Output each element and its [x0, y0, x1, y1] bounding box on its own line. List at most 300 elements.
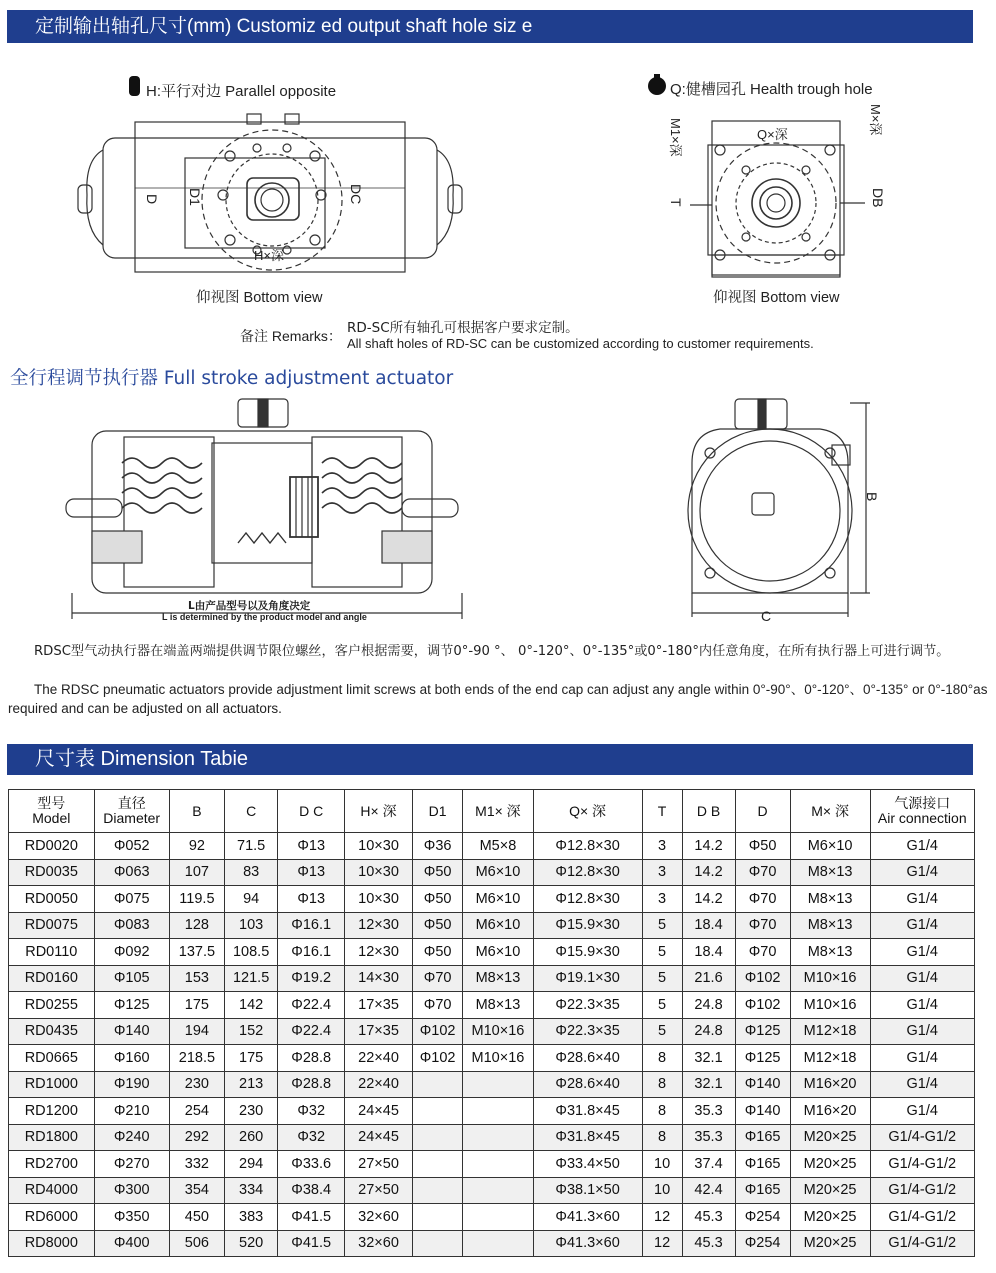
table-cell: G1/4-G1/2	[870, 1151, 975, 1178]
table-cell: 32×60	[345, 1204, 413, 1231]
column-header-line: B	[192, 802, 202, 819]
table-cell: 14.2	[682, 886, 735, 913]
table-cell: G1/4	[870, 1098, 975, 1125]
table-cell: M6×10	[463, 912, 533, 939]
table-cell: Φ70	[412, 992, 462, 1019]
table-cell: G1/4	[870, 833, 975, 860]
table-cell: 354	[169, 1177, 224, 1204]
table-cell: M8×13	[790, 886, 870, 913]
table-cell: Φ12.8×30	[533, 833, 642, 860]
table-cell: 260	[225, 1124, 278, 1151]
table-cell: 121.5	[225, 965, 278, 992]
table-cell: RD8000	[9, 1230, 95, 1257]
table-row	[9, 1018, 975, 1045]
right-label-t: T	[668, 198, 684, 207]
table-cell: Φ254	[735, 1230, 790, 1257]
column-header	[9, 790, 95, 833]
table-cell: Φ50	[412, 859, 462, 886]
table-cell: 24.8	[682, 1018, 735, 1045]
table-cell: RD6000	[9, 1204, 95, 1231]
table-row	[9, 939, 975, 966]
right-label-q: Q×深	[757, 127, 788, 142]
table-row	[9, 1204, 975, 1231]
table-cell	[412, 1151, 462, 1178]
column-header-line: D B	[696, 802, 721, 819]
table-cell: 17×35	[345, 1018, 413, 1045]
table-cell: Φ12.8×30	[533, 886, 642, 913]
table-cell: Φ300	[94, 1177, 169, 1204]
table-cell: 194	[169, 1018, 224, 1045]
table-cell: RD0075	[9, 912, 95, 939]
table-cell: Φ350	[94, 1204, 169, 1231]
table-cell: RD0020	[9, 833, 95, 860]
table-cell: 152	[225, 1018, 278, 1045]
table-cell: 294	[225, 1151, 278, 1178]
table-cell: 45.3	[682, 1204, 735, 1231]
table-cell: 5	[642, 939, 682, 966]
table-cell: Φ270	[94, 1151, 169, 1178]
table-cell: Φ41.5	[278, 1230, 345, 1257]
table-cell: M20×25	[790, 1177, 870, 1204]
table-cell: Φ70	[735, 912, 790, 939]
right-label-m1: M1×深	[668, 118, 683, 157]
table-cell: M10×16	[463, 1045, 533, 1072]
right-diagram-caption: 仰视图 Bottom view	[713, 290, 840, 306]
table-cell: 230	[225, 1098, 278, 1125]
table-row	[9, 912, 975, 939]
table-cell: M20×25	[790, 1124, 870, 1151]
table-cell: Φ092	[94, 939, 169, 966]
description-cn: RDSC型气动执行器在端盖两端提供调节限位螺丝，客户根据需要，调节0°-90 °、 0°-120°、0°-135°或0°-180°内任意角度，在所有执行器上可进行调节。	[34, 644, 950, 659]
table-cell: 37.4	[682, 1151, 735, 1178]
table-cell: Φ70	[412, 965, 462, 992]
table-cell: Φ70	[735, 859, 790, 886]
table-cell: G1/4	[870, 859, 975, 886]
table-cell: 94	[225, 886, 278, 913]
table-cell	[463, 1177, 533, 1204]
table-cell: M6×10	[463, 886, 533, 913]
table-cell: M16×20	[790, 1098, 870, 1125]
table-cell: 42.4	[682, 1177, 735, 1204]
table-cell: Φ063	[94, 859, 169, 886]
table-cell: 17×35	[345, 992, 413, 1019]
table-row	[9, 1230, 975, 1257]
table-cell: Φ41.3×60	[533, 1204, 642, 1231]
dimension-table	[8, 789, 975, 1257]
column-header-line: 气源接口	[894, 795, 951, 811]
table-cell: G1/4	[870, 1018, 975, 1045]
table-cell: 10×30	[345, 886, 413, 913]
table-cell: M8×13	[463, 992, 533, 1019]
table-cell: Φ140	[94, 1018, 169, 1045]
table-cell: 92	[169, 833, 224, 860]
table-cell: Φ12.8×30	[533, 859, 642, 886]
table-body	[9, 833, 975, 1257]
table-row	[9, 992, 975, 1019]
right-label-m: M×深	[868, 104, 883, 136]
column-header	[94, 790, 169, 833]
table-cell: 32.1	[682, 1071, 735, 1098]
table-cell	[463, 1098, 533, 1125]
table-cell: 107	[169, 859, 224, 886]
table-cell: 12	[642, 1204, 682, 1231]
column-header-line: 直径	[117, 795, 146, 811]
table-cell: Φ22.4	[278, 1018, 345, 1045]
table-cell: RD0050	[9, 886, 95, 913]
table-cell: RD0110	[9, 939, 95, 966]
l-label-en: L is determined by the product model and angle	[162, 612, 367, 622]
table-cell: M20×25	[790, 1230, 870, 1257]
table-cell: 18.4	[682, 912, 735, 939]
keyway-hole-icon	[645, 73, 669, 97]
table-cell: G1/4	[870, 992, 975, 1019]
table-cell	[412, 1230, 462, 1257]
table-cell: Φ16.1	[278, 939, 345, 966]
column-header	[345, 790, 413, 833]
table-row	[9, 859, 975, 886]
table-cell: G1/4-G1/2	[870, 1230, 975, 1257]
actuator-section-drawing	[62, 393, 472, 628]
table-cell: 32×60	[345, 1230, 413, 1257]
table-cell: 450	[169, 1204, 224, 1231]
left-legend: H:平行对边 Parallel opposite	[146, 83, 337, 100]
column-header	[278, 790, 345, 833]
column-header-line: D1	[428, 802, 447, 819]
table-header-row	[9, 790, 975, 833]
table-cell: 3	[642, 886, 682, 913]
table-cell: 506	[169, 1230, 224, 1257]
column-header	[870, 790, 975, 833]
table-cell: Φ32	[278, 1098, 345, 1125]
section-header-bar	[7, 10, 973, 43]
table-cell: 24×45	[345, 1098, 413, 1125]
table-cell: M8×13	[790, 912, 870, 939]
table-cell: M20×25	[790, 1151, 870, 1178]
table-cell: 5	[642, 1018, 682, 1045]
table-cell: 3	[642, 833, 682, 860]
table-cell: Φ19.2	[278, 965, 345, 992]
table-cell: 5	[642, 992, 682, 1019]
table-cell: RD0255	[9, 992, 95, 1019]
table-cell: 103	[225, 912, 278, 939]
table-cell: Φ16.1	[278, 912, 345, 939]
table-cell: Φ190	[94, 1071, 169, 1098]
table-cell: Φ19.1×30	[533, 965, 642, 992]
table-cell: 137.5	[169, 939, 224, 966]
table-cell: 520	[225, 1230, 278, 1257]
table-cell: 8	[642, 1098, 682, 1125]
right-label-db: DB	[870, 188, 886, 208]
table-cell: M10×16	[463, 1018, 533, 1045]
table-cell: Φ22.3×35	[533, 992, 642, 1019]
table-cell: Φ50	[412, 939, 462, 966]
column-header-line: T	[657, 802, 667, 819]
column-header	[682, 790, 735, 833]
column-header-line: Q× 深	[569, 802, 607, 819]
table-cell: M12×18	[790, 1045, 870, 1072]
table-cell: 12	[642, 1230, 682, 1257]
table-cell: 218.5	[169, 1045, 224, 1072]
table-cell: M8×13	[463, 965, 533, 992]
table-cell: 292	[169, 1124, 224, 1151]
table-cell: 10	[642, 1177, 682, 1204]
l-label-cn: L由产品型号以及角度决定	[188, 600, 311, 612]
table-cell: Φ140	[735, 1098, 790, 1125]
table-cell: Φ075	[94, 886, 169, 913]
table-cell: 24×45	[345, 1124, 413, 1151]
table-cell: Φ165	[735, 1124, 790, 1151]
table-cell: 128	[169, 912, 224, 939]
table-cell: Φ41.5	[278, 1204, 345, 1231]
table-cell: RD1200	[9, 1098, 95, 1125]
table-cell: 8	[642, 1071, 682, 1098]
table-cell: Φ125	[735, 1045, 790, 1072]
table-cell: M20×25	[790, 1204, 870, 1231]
table-cell	[412, 1071, 462, 1098]
table-cell: 8	[642, 1045, 682, 1072]
table-cell: Φ28.6×40	[533, 1071, 642, 1098]
table-cell: G1/4	[870, 939, 975, 966]
table-cell: G1/4	[870, 965, 975, 992]
table-cell: G1/4	[870, 912, 975, 939]
table-cell: Φ28.8	[278, 1045, 345, 1072]
table-cell: 153	[169, 965, 224, 992]
table-cell: Φ70	[735, 886, 790, 913]
table-cell: Φ33.4×50	[533, 1151, 642, 1178]
table-cell: Φ41.3×60	[533, 1230, 642, 1257]
table-cell: Φ105	[94, 965, 169, 992]
table-cell: 108.5	[225, 939, 278, 966]
table-cell	[412, 1124, 462, 1151]
table-cell: M6×10	[463, 859, 533, 886]
table-cell: Φ102	[735, 992, 790, 1019]
table-cell: Φ254	[735, 1204, 790, 1231]
table-cell: G1/4	[870, 1071, 975, 1098]
table-cell: Φ210	[94, 1098, 169, 1125]
table-cell: G1/4-G1/2	[870, 1204, 975, 1231]
table-cell: Φ22.4	[278, 992, 345, 1019]
table-cell: 35.3	[682, 1098, 735, 1125]
table-cell: RD0160	[9, 965, 95, 992]
table-cell: 5	[642, 965, 682, 992]
table-cell	[412, 1098, 462, 1125]
table-title: 尺寸表 Dimension Tabie	[35, 748, 249, 770]
column-header	[790, 790, 870, 833]
column-header-line: Air connection	[877, 810, 967, 826]
table-cell: 21.6	[682, 965, 735, 992]
table-cell: Φ38.1×50	[533, 1177, 642, 1204]
table-cell: 18.4	[682, 939, 735, 966]
table-cell	[463, 1151, 533, 1178]
table-row	[9, 886, 975, 913]
table-cell: Φ13	[278, 886, 345, 913]
table-cell: 175	[225, 1045, 278, 1072]
table-cell: 14.2	[682, 833, 735, 860]
table-cell: Φ102	[412, 1045, 462, 1072]
table-row	[9, 1098, 975, 1125]
table-cell: Φ50	[412, 886, 462, 913]
table-cell: Φ400	[94, 1230, 169, 1257]
table-cell: 14.2	[682, 859, 735, 886]
table-cell: M16×20	[790, 1071, 870, 1098]
table-cell: Φ50	[412, 912, 462, 939]
table-cell: Φ165	[735, 1151, 790, 1178]
table-cell: Φ15.9×30	[533, 912, 642, 939]
table-cell	[463, 1071, 533, 1098]
table-cell: 22×40	[345, 1045, 413, 1072]
table-cell: 142	[225, 992, 278, 1019]
table-cell: M12×18	[790, 1018, 870, 1045]
c-label: C	[761, 608, 772, 624]
left-diagram-caption: 仰视图 Bottom view	[196, 290, 323, 306]
table-cell: 45.3	[682, 1230, 735, 1257]
table-row	[9, 1071, 975, 1098]
table-cell: Φ13	[278, 833, 345, 860]
table-cell: RD4000	[9, 1177, 95, 1204]
table-cell: G1/4	[870, 1045, 975, 1072]
table-cell	[463, 1124, 533, 1151]
full-stroke-section-title: 全行程调节执行器 Full stroke adjustment actuator	[10, 368, 454, 389]
table-header-bar	[7, 744, 973, 775]
table-cell: Φ33.6	[278, 1151, 345, 1178]
table-cell: 27×50	[345, 1177, 413, 1204]
table-cell: 119.5	[169, 886, 224, 913]
left-label-dc: DC	[348, 184, 364, 205]
left-label-h: H×深	[254, 248, 284, 263]
left-label-d1: D1	[187, 188, 203, 206]
table-cell: 334	[225, 1177, 278, 1204]
table-cell: Φ052	[94, 833, 169, 860]
table-cell: Φ083	[94, 912, 169, 939]
table-cell: G1/4-G1/2	[870, 1177, 975, 1204]
table-cell: RD0665	[9, 1045, 95, 1072]
table-cell: Φ28.6×40	[533, 1045, 642, 1072]
table-cell: Φ102	[735, 965, 790, 992]
table-cell: M10×16	[790, 992, 870, 1019]
table-cell: 8	[642, 1124, 682, 1151]
table-cell: 12×30	[345, 939, 413, 966]
table-cell: 71.5	[225, 833, 278, 860]
table-cell: Φ22.3×35	[533, 1018, 642, 1045]
table-cell: M5×8	[463, 833, 533, 860]
table-cell	[463, 1230, 533, 1257]
table-cell: 3	[642, 859, 682, 886]
table-cell: M8×13	[790, 939, 870, 966]
table-cell: 14×30	[345, 965, 413, 992]
table-row	[9, 1124, 975, 1151]
remarks-label: 备注 Remarks：	[240, 328, 342, 344]
column-header-line: C	[246, 802, 257, 819]
table-cell: 383	[225, 1204, 278, 1231]
column-header-line: M× 深	[811, 802, 849, 819]
remarks-line-en: All shaft holes of RD-SC can be customized according to customer requirements.	[347, 336, 814, 351]
table-cell: 24.8	[682, 992, 735, 1019]
column-header	[735, 790, 790, 833]
column-header	[642, 790, 682, 833]
table-cell: Φ28.8	[278, 1071, 345, 1098]
table-cell: 27×50	[345, 1151, 413, 1178]
table-cell: RD1000	[9, 1071, 95, 1098]
table-cell: Φ102	[412, 1018, 462, 1045]
column-header-line: 型号	[37, 795, 66, 811]
section-title: 定制输出轴孔尺寸(mm) Customiz ed output shaft hole siz e	[35, 16, 533, 37]
table-cell: 22×40	[345, 1071, 413, 1098]
column-header-line: H× 深	[360, 802, 397, 819]
table-row	[9, 1151, 975, 1178]
column-header	[412, 790, 462, 833]
table-cell: Φ15.9×30	[533, 939, 642, 966]
table-cell: M6×10	[790, 833, 870, 860]
table-row	[9, 965, 975, 992]
table-cell: RD2700	[9, 1151, 95, 1178]
table-cell	[412, 1177, 462, 1204]
table-cell: M10×16	[790, 965, 870, 992]
table-cell: Φ36	[412, 833, 462, 860]
table-cell: Φ13	[278, 859, 345, 886]
table-cell: RD0035	[9, 859, 95, 886]
table-cell: Φ160	[94, 1045, 169, 1072]
table-cell: 35.3	[682, 1124, 735, 1151]
table-cell: Φ70	[735, 939, 790, 966]
table-cell: Φ165	[735, 1177, 790, 1204]
b-label: B	[864, 492, 880, 502]
table-cell: Φ125	[735, 1018, 790, 1045]
column-header-line: M1× 深	[475, 802, 521, 819]
table-cell	[463, 1204, 533, 1231]
actuator-end-view-drawing	[680, 393, 880, 628]
table-cell: 230	[169, 1071, 224, 1098]
table-cell: Φ125	[94, 992, 169, 1019]
table-row	[9, 833, 975, 860]
description-en: The RDSC pneumatic actuators provide adjustment limit screws at both ends of the end cap can adjust any angle within 0°-90°、0°-120°、0°-135° or 0°-180°as required and can be adjusted on all actuators.	[8, 682, 988, 716]
table-cell: 213	[225, 1071, 278, 1098]
table-cell: RD1800	[9, 1124, 95, 1151]
remarks-line-cn: RD-SC所有轴孔可根据客户要求定制。	[347, 320, 579, 336]
table-cell: 32.1	[682, 1045, 735, 1072]
column-header-line: D	[757, 802, 768, 819]
table-cell: 10	[642, 1151, 682, 1178]
table-cell: 5	[642, 912, 682, 939]
table-cell: 12×30	[345, 912, 413, 939]
column-header-line: D C	[299, 802, 324, 819]
table-cell: 10×30	[345, 833, 413, 860]
table-cell: Φ50	[735, 833, 790, 860]
table-row	[9, 1045, 975, 1072]
table-cell: RD0435	[9, 1018, 95, 1045]
parallel-opposite-hole-icon	[127, 75, 143, 97]
table-cell: M6×10	[463, 939, 533, 966]
table-cell: 10×30	[345, 859, 413, 886]
column-header	[463, 790, 533, 833]
table-cell: M8×13	[790, 859, 870, 886]
table-cell: 254	[169, 1098, 224, 1125]
table-cell: Φ31.8×45	[533, 1124, 642, 1151]
table-cell: 83	[225, 859, 278, 886]
column-header	[225, 790, 278, 833]
table-cell: Φ38.4	[278, 1177, 345, 1204]
table-row	[9, 1177, 975, 1204]
table-cell: Φ240	[94, 1124, 169, 1151]
column-header	[533, 790, 642, 833]
table-cell: G1/4-G1/2	[870, 1124, 975, 1151]
table-cell: Φ140	[735, 1071, 790, 1098]
left-label-d: D	[144, 194, 160, 205]
right-legend: Q:健槽园孔 Health trough hole	[670, 81, 873, 98]
table-cell: G1/4	[870, 886, 975, 913]
table-cell: 332	[169, 1151, 224, 1178]
table-cell: Φ32	[278, 1124, 345, 1151]
column-header-line: Model	[32, 810, 71, 826]
